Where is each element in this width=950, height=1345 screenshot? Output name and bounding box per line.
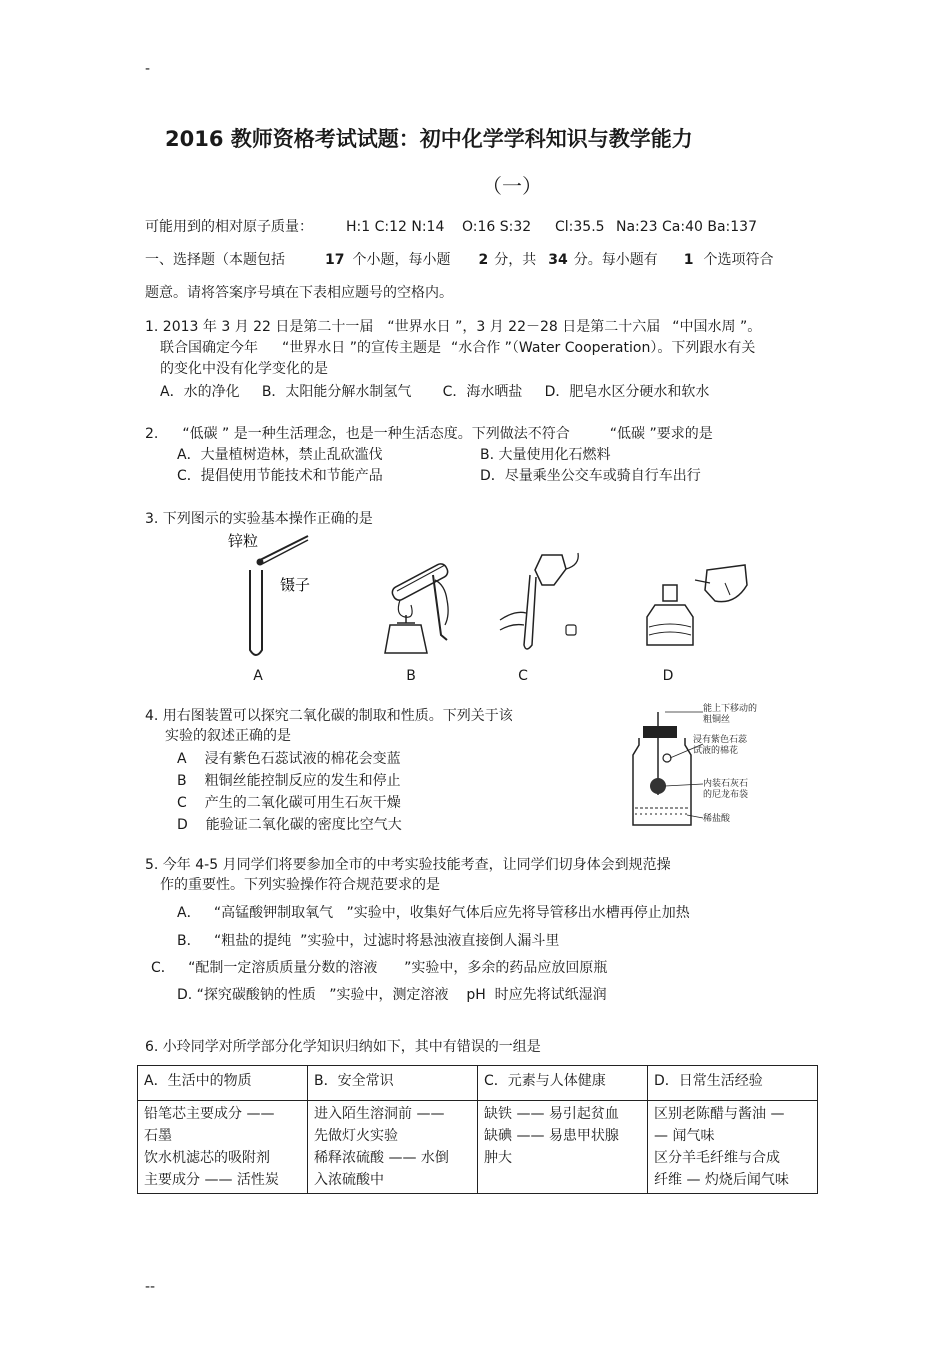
wire-label: 粗铜丝 [703, 715, 731, 725]
atomic-mass-values: Na:23 Ca:40 Ba:137 [616, 219, 757, 235]
q5-stem-line1: 5. 今年 4-5 月同学们将要参加全市的中考实验技能考查，让同学们切身体会到规范操 [145, 857, 671, 873]
q2-stem: 2. “低碳 ” 是一种生活理念，也是一种生活态度。下列做法不符合 “低碳 ”要求的是 [145, 426, 713, 442]
q1-line2: 联合国确定今年 “世界水日 ”的宣传主题是 “水合作 ”（Water Cooperation）。下列跟水有关 [160, 340, 756, 356]
q1-options: A．水的净化 B．太阳能分解水制氢气 C．海水晒盐 D．肥皂水区分硬水和软水 [160, 384, 710, 400]
q4-option-d: D 能验证二氧化碳的密度比空气大 [177, 817, 402, 833]
q4-stem-line1: 4. 用右图装置可以探究二氧化碳的制取和性质。下列关于该 [145, 708, 513, 724]
table-cell: 进入陌生溶洞前 —— 先做灯火实验 稀释浓硫酸 —— 水倒 入浓硫酸中 [308, 1101, 478, 1194]
table-header-cell: D．日常生活经验 [648, 1066, 818, 1101]
q6-knowledge-table [137, 1065, 818, 1194]
table-cell: 铅笔芯主要成分 —— 石墨 饮水机滤芯的吸附剂 主要成分 —— 活性炭 [138, 1101, 308, 1194]
bag-label: 内装石灰石 [703, 779, 749, 789]
section-intro: 一、选择题（本题包括 17 个小题，每小题 2 分，共 34 分。每小题有 1 个选项符合 [145, 252, 774, 268]
q5-option-d: D. “探究碳酸钠的性质 ”实验中，测定溶液 pH 时应先将试纸湿润 [177, 987, 607, 1003]
acid-label: 稀盐酸 [703, 814, 731, 824]
q3-figure-c [490, 545, 590, 660]
q3-label-c: C [518, 668, 528, 684]
table-header-row [138, 1066, 818, 1101]
atomic-mass-values: H:1 C:12 N:14 [346, 219, 445, 235]
q5-stem-line2: 作的重要性。下列实验操作符合规范要求的是 [160, 877, 440, 893]
page-mark-top: - [145, 61, 151, 77]
atomic-mass-values: Cl:35.5 [555, 219, 605, 235]
q3-figure-b [375, 545, 475, 660]
q4-option-c: C 产生的二氧化碳可用生石灰干燥 [177, 795, 401, 811]
q3-stem: 3. 下列图示的实验基本操作正确的是 [145, 511, 373, 527]
q2-option-d: D．尽量乘坐公交车或骑自行车出行 [480, 468, 701, 484]
atomic-mass-values: O:16 S:32 [462, 219, 532, 235]
atomic-mass-label: 可能用到的相对原子质量： [145, 219, 313, 235]
q1-line1: 1. 2013 年 3 月 22 日是第二十一届 “世界水日 ”，3 月 22－28 日是第二十六届 “中国水周 ”。 [145, 319, 762, 335]
q5-option-b: B． “粗盐的提纯 ”实验中，过滤时将悬浊液直接倒人漏斗里 [177, 933, 560, 949]
q3-label-d: D [662, 668, 674, 684]
table-header-cell: A．生活中的物质 [138, 1066, 308, 1101]
cotton-label: 浸有紫色石蕊 [693, 735, 748, 745]
wire-label: 能上下移动的 [703, 704, 758, 714]
q2-option-a: A．大量植树造林，禁止乱砍滥伐 [177, 447, 383, 463]
q3-label-b: B [406, 668, 416, 684]
table-cell: 区别老陈醋与酱油 — — 闻气味 区分羊毛纤维与合成 纤维 — 灼烧后闻气味 [648, 1101, 818, 1194]
zinc-label: 锌粒 [228, 532, 259, 550]
cotton-label: 试液的棉花 [693, 746, 739, 756]
table-cell: 缺铁 —— 易引起贫血 缺碘 —— 易患甲状腺 肿大 [478, 1101, 648, 1194]
q4-stem-line2: 实验的叙述正确的是 [165, 728, 291, 744]
page-title: 2016 教师资格考试试题：初中化学学科知识与教学能力 [165, 127, 693, 151]
q3-label-a: A [253, 668, 263, 684]
q1-line3: 的变化中没有化学变化的是 [160, 361, 328, 377]
page-mark-bottom: -- [145, 1279, 156, 1295]
table-row [138, 1101, 818, 1194]
tweezers-label: 镊子 [280, 576, 311, 594]
q5-option-c: C． “配制一定溶质质量分数的溶液 ”实验中，多余的药品应放回原瓶 [151, 960, 608, 976]
q4-option-a: A 浸有紫色石蕊试液的棉花会变蓝 [177, 751, 401, 767]
table-header-cell: C．元素与人体健康 [478, 1066, 648, 1101]
q2-option-c: C．提倡使用节能技术和节能产品 [177, 468, 383, 484]
q5-option-a: A． “高锰酸钾制取氧气 ”实验中，收集好气体后应先将导管移出水槽再停止加热 [177, 905, 690, 921]
q3-figure-d [635, 555, 755, 660]
table-header-cell: B．安全常识 [308, 1066, 478, 1101]
q4-apparatus-figure [625, 700, 760, 835]
page-subtitle: （一） [482, 174, 542, 198]
q4-option-b: B 粗铜丝能控制反应的发生和停止 [177, 773, 401, 789]
q3-figure-a [220, 530, 320, 665]
q2-option-b: B. 大量使用化石燃料 [480, 447, 611, 463]
q6-stem: 6. 小玲同学对所学部分化学知识归纳如下，其中有错误的一组是 [145, 1039, 541, 1055]
bag-label: 的尼龙布袋 [703, 790, 749, 800]
section-intro-line2: 题意。请将答案序号填在下表相应题号的空格内。 [145, 285, 453, 301]
